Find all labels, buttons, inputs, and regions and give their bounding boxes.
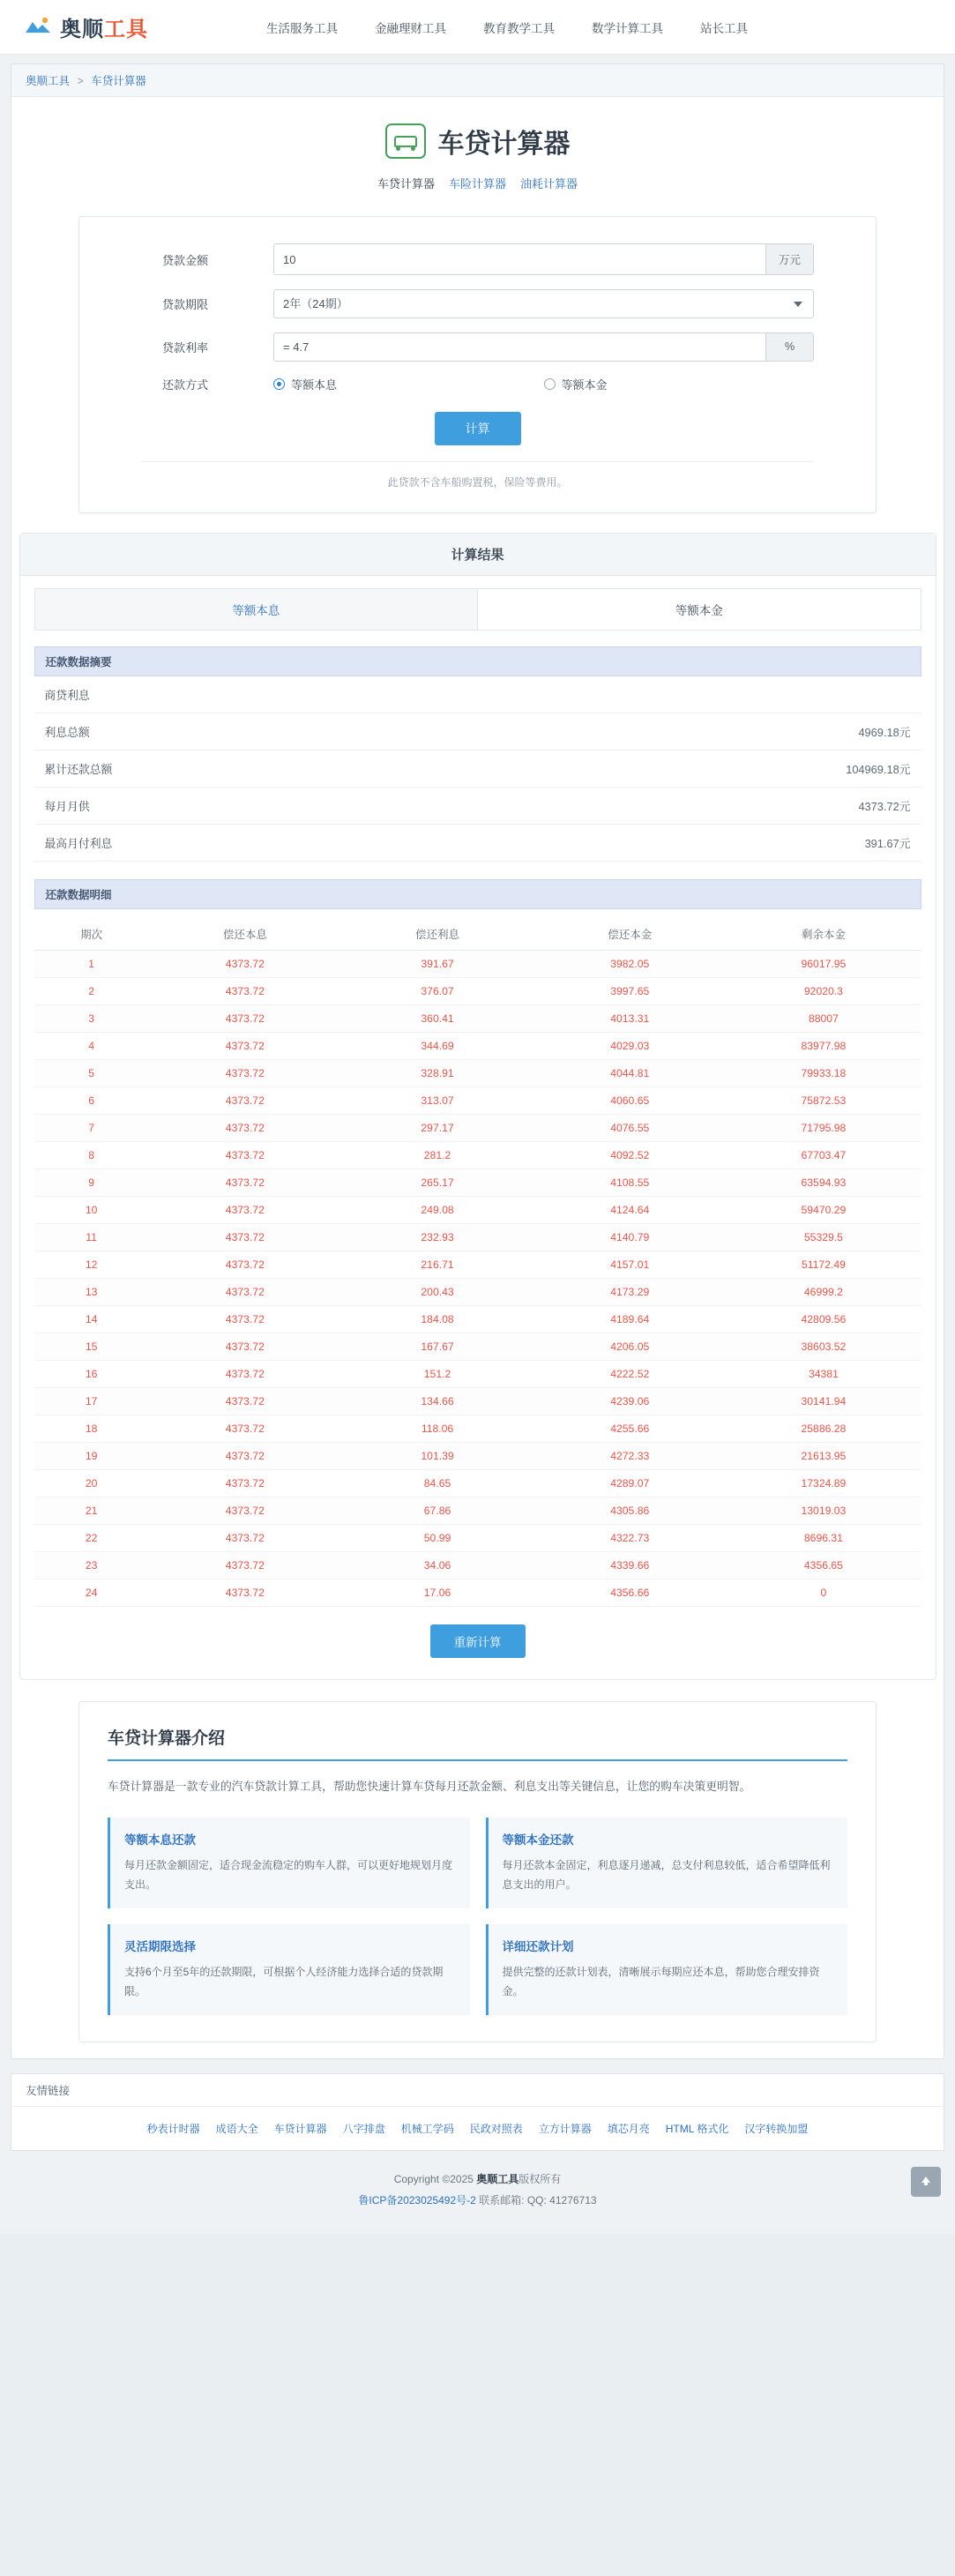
cell-principal: 3997.65 [533, 978, 726, 1005]
cell-remaining: 4356.65 [726, 1552, 921, 1579]
form-row-term [141, 289, 814, 318]
tab-car-insurance[interactable]: 车险计算器 [448, 177, 506, 190]
form-row-rate [141, 332, 814, 362]
table-row [34, 1415, 921, 1443]
cell-principal: 4044.81 [533, 1060, 726, 1087]
table-header-row [34, 918, 921, 951]
col-total-payment: 偿还本息 [149, 918, 341, 951]
intro-card [78, 1701, 877, 2042]
cell-interest: 391.67 [341, 951, 533, 978]
cell-principal: 4092.52 [533, 1142, 726, 1169]
cell-interest: 101.39 [341, 1443, 533, 1470]
cell-total-payment: 4373.72 [149, 1169, 341, 1197]
radio-equal-installment-icon[interactable] [273, 378, 285, 390]
site-footer [0, 2151, 955, 2234]
nav-item-education[interactable]: 教育教学工具 [483, 21, 555, 35]
cell-remaining: 67703.47 [726, 1142, 921, 1169]
cell-total-payment: 4373.72 [149, 1033, 341, 1060]
cell-principal: 4076.55 [533, 1115, 726, 1142]
car-icon [385, 123, 426, 159]
cell-interest: 249.08 [341, 1197, 533, 1224]
cell-principal: 4108.55 [533, 1169, 726, 1197]
cell-remaining: 71795.98 [726, 1115, 921, 1142]
table-row [34, 1306, 921, 1333]
nav-item-webmaster[interactable]: 站长工具 [700, 21, 748, 35]
cell-total-payment: 4373.72 [149, 1224, 341, 1251]
feature-title: 详细还款计划 [502, 1939, 574, 1953]
copyright-site: 奥顺工具 [476, 2173, 519, 2186]
cell-interest: 84.65 [341, 1470, 533, 1497]
cell-total-payment: 4373.72 [149, 1115, 341, 1142]
cell-total-payment: 4373.72 [149, 1306, 341, 1333]
table-row [34, 1388, 921, 1415]
cell-period: 22 [34, 1525, 149, 1552]
cell-remaining: 30141.94 [726, 1388, 921, 1415]
feature-card [486, 1924, 848, 2015]
cell-principal: 4124.64 [533, 1197, 726, 1224]
cell-interest: 67.86 [341, 1497, 533, 1525]
cell-remaining: 46999.2 [726, 1279, 921, 1306]
feature-text: 提供完整的还款计划表，清晰展示每期应还本息，帮助您合理安排资金。 [502, 1965, 820, 1998]
table-row [34, 1333, 921, 1361]
cell-interest: 134.66 [341, 1388, 533, 1415]
contact-info: 联系邮箱: QQ: 41276713 [479, 2194, 597, 2207]
summary-list [34, 676, 921, 862]
intro-paragraph: 车贷计算器是一款专业的汽车贷款计算工具，帮助您快速计算车贷每月还款金额、利息支出等关键信息，让您的购车决策更明智。 [108, 1780, 751, 1793]
cell-principal: 4206.05 [533, 1333, 726, 1361]
loan-term-select-wrap[interactable] [273, 289, 814, 318]
main-nav [266, 19, 748, 36]
cell-principal: 3982.05 [533, 951, 726, 978]
cell-remaining: 25886.28 [726, 1415, 921, 1443]
cell-period: 20 [34, 1470, 149, 1497]
loan-rate-group [273, 332, 814, 362]
form-row-amount [141, 243, 814, 275]
detail-section-title: 还款数据明细 [34, 879, 921, 909]
result-tabs [20, 576, 936, 631]
cell-period: 4 [34, 1033, 149, 1060]
copyright-line [0, 2169, 955, 2190]
cell-period: 19 [34, 1443, 149, 1470]
table-row [34, 1552, 921, 1579]
cell-total-payment: 4373.72 [149, 1525, 341, 1552]
friend-links-panel [11, 2073, 944, 2151]
cell-principal: 4189.64 [533, 1306, 726, 1333]
summary-row [34, 825, 921, 862]
loan-amount-label: 贷款金额 [162, 253, 209, 267]
cell-total-payment: 4373.72 [149, 1142, 341, 1169]
col-remaining: 剩余本金 [726, 918, 921, 951]
table-row [34, 951, 921, 978]
cell-period: 14 [34, 1306, 149, 1333]
nav-item-life[interactable]: 生活服务工具 [266, 21, 338, 35]
summary-value: 104969.18元 [846, 763, 911, 776]
feature-text: 支持6个月至5年的还款期限，可根据个人经济能力选择合适的贷款期限。 [124, 1965, 444, 1998]
cell-principal: 4339.66 [533, 1552, 726, 1579]
cell-interest: 265.17 [341, 1169, 533, 1197]
loan-amount-input[interactable] [274, 244, 765, 274]
cell-period: 6 [34, 1087, 149, 1115]
radio-equal-principal[interactable] [544, 376, 608, 392]
friend-links-list [11, 2107, 944, 2150]
friend-link[interactable]: 秒表计时器 [146, 2123, 200, 2136]
cell-period: 24 [34, 1579, 149, 1607]
table-row [34, 1279, 921, 1306]
cell-remaining: 96017.95 [726, 951, 921, 978]
feature-card [486, 1818, 848, 1908]
cell-interest: 376.07 [341, 978, 533, 1005]
cell-total-payment: 4373.72 [149, 951, 341, 978]
table-row [34, 1497, 921, 1525]
cell-principal: 4272.33 [533, 1443, 726, 1470]
back-to-top-button[interactable] [911, 2167, 941, 2197]
cell-period: 5 [34, 1060, 149, 1087]
table-row [34, 1087, 921, 1115]
friend-links-heading: 友情链接 [11, 2074, 944, 2107]
cell-period: 13 [34, 1279, 149, 1306]
feature-text: 每月还款金额固定，适合现金流稳定的购车人群，可以更好地规划月度支出。 [124, 1858, 453, 1891]
cell-principal: 4140.79 [533, 1224, 726, 1251]
tool-subnav [11, 175, 944, 191]
loan-term-select[interactable] [274, 290, 813, 317]
loan-amount-unit: 万元 [765, 244, 813, 274]
cell-principal: 4239.06 [533, 1388, 726, 1415]
loan-term-label: 贷款期限 [162, 298, 209, 311]
cell-period: 8 [34, 1142, 149, 1169]
cell-interest: 200.43 [341, 1279, 533, 1306]
cell-total-payment: 4373.72 [149, 1005, 341, 1033]
friend-link[interactable]: 民政对照表 [469, 2123, 523, 2136]
nav-item-finance[interactable]: 金融理财工具 [375, 21, 446, 35]
cell-remaining: 79933.18 [726, 1060, 921, 1087]
friend-link[interactable]: 填芯月亮 [607, 2123, 650, 2136]
friend-link[interactable]: 车贷计算器 [273, 2123, 327, 2136]
copyright-suffix: 版权所有 [519, 2173, 562, 2186]
cell-principal: 4305.86 [533, 1497, 726, 1525]
table-row [34, 1470, 921, 1497]
summary-label: 累计还款总额 [44, 763, 113, 776]
cell-principal: 4222.52 [533, 1361, 726, 1388]
cell-remaining: 0 [726, 1579, 921, 1607]
cell-period: 9 [34, 1169, 149, 1197]
cell-remaining: 21613.95 [726, 1443, 921, 1470]
summary-value: 4373.72元 [858, 800, 911, 813]
cell-principal: 4060.65 [533, 1087, 726, 1115]
feature-title: 等额本金还款 [502, 1833, 574, 1847]
cell-remaining: 55329.5 [726, 1224, 921, 1251]
radio-equal-installment-label: 等额本息 [291, 378, 338, 392]
intro-title: 车贷计算器介绍 [108, 1729, 226, 1748]
cell-interest: 34.06 [341, 1552, 533, 1579]
table-row [34, 1142, 921, 1169]
cell-remaining: 88007 [726, 1005, 921, 1033]
summary-value: 4969.18元 [858, 726, 911, 739]
cell-period: 11 [34, 1224, 149, 1251]
page-title: 车贷计算器 [437, 130, 571, 159]
form-note: 此贷款不含车船购置税，保险等费用。 [141, 461, 814, 489]
cell-period: 23 [34, 1552, 149, 1579]
cell-total-payment: 4373.72 [149, 1087, 341, 1115]
breadcrumb-separator: > [77, 75, 84, 87]
cell-remaining: 17324.89 [726, 1470, 921, 1497]
cell-total-payment: 4373.72 [149, 1333, 341, 1361]
repay-method-options [273, 376, 814, 392]
table-row [34, 1060, 921, 1087]
cell-remaining: 38603.52 [726, 1333, 921, 1361]
summary-row [34, 713, 921, 750]
form-row-repay-method [141, 376, 814, 392]
table-row [34, 1443, 921, 1470]
cell-interest: 232.93 [341, 1224, 533, 1251]
table-row [34, 1005, 921, 1033]
loan-rate-input[interactable] [274, 333, 765, 361]
table-row [34, 1525, 921, 1552]
cell-remaining: 13019.03 [726, 1497, 921, 1525]
summary-row [34, 788, 921, 825]
cell-period: 17 [34, 1388, 149, 1415]
summary-row [34, 676, 921, 713]
cell-principal: 4157.01 [533, 1251, 726, 1279]
cell-period: 15 [34, 1333, 149, 1361]
cell-interest: 328.91 [341, 1060, 533, 1087]
cell-interest: 344.69 [341, 1033, 533, 1060]
arrow-up-icon [920, 2175, 932, 2190]
friend-link[interactable]: HTML 格式化 [665, 2123, 729, 2136]
table-row [34, 1115, 921, 1142]
table-row [34, 1197, 921, 1224]
cell-period: 21 [34, 1497, 149, 1525]
cell-total-payment: 4373.72 [149, 1197, 341, 1224]
cell-interest: 281.2 [341, 1142, 533, 1169]
recalculate-row [20, 1607, 936, 1679]
site-header [0, 0, 955, 55]
cell-total-payment: 4373.72 [149, 1388, 341, 1415]
cell-remaining: 42809.56 [726, 1306, 921, 1333]
table-row [34, 1169, 921, 1197]
result-tab-equal-principal[interactable]: 等额本金 [477, 588, 921, 631]
loan-rate-unit: % [765, 333, 813, 361]
feature-text: 每月还款本金固定，利息逐月递减，总支付利息较低，适合希望降低利息支出的用户。 [502, 1858, 831, 1891]
cell-interest: 184.08 [341, 1306, 533, 1333]
cell-total-payment: 4373.72 [149, 1361, 341, 1388]
cell-interest: 118.06 [341, 1415, 533, 1443]
table-row [34, 1033, 921, 1060]
cell-remaining: 75872.53 [726, 1087, 921, 1115]
cell-interest: 151.2 [341, 1361, 533, 1388]
icp-line [0, 2190, 955, 2211]
copyright-prefix: Copyright ©2025 [393, 2173, 477, 2186]
logo-icon [23, 12, 53, 42]
cell-principal: 4322.73 [533, 1525, 726, 1552]
breadcrumb-current[interactable]: 车贷计算器 [91, 75, 146, 87]
col-period: 期次 [34, 918, 149, 951]
feature-grid [108, 1818, 847, 2016]
title-block [11, 97, 944, 197]
friend-link[interactable]: 汉字转换加盟 [744, 2123, 809, 2136]
cell-interest: 297.17 [341, 1115, 533, 1142]
calculate-button-row [141, 412, 814, 445]
loan-amount-group [273, 243, 814, 275]
friend-link[interactable]: 八字排盘 [342, 2123, 385, 2136]
friend-link[interactable]: 成语大全 [215, 2123, 258, 2136]
cell-total-payment: 4373.72 [149, 1552, 341, 1579]
cell-period: 16 [34, 1361, 149, 1388]
cell-period: 1 [34, 951, 149, 978]
cell-principal: 4356.66 [533, 1579, 726, 1607]
cell-total-payment: 4373.72 [149, 1470, 341, 1497]
summary-label: 每月月供 [44, 800, 90, 813]
feature-card [108, 1924, 470, 2015]
logo-text-primary: 奥顺 [60, 18, 104, 41]
nav-item-math[interactable]: 数学计算工具 [592, 21, 663, 35]
logo-text-accent: 工具 [104, 18, 148, 41]
table-row [34, 1361, 921, 1388]
cell-total-payment: 4373.72 [149, 1443, 341, 1470]
table-row [34, 1224, 921, 1251]
result-panel [19, 533, 936, 1680]
summary-value: 391.67元 [864, 837, 911, 850]
friend-link[interactable]: 机械工学码 [400, 2123, 454, 2136]
intro-divider [108, 1759, 847, 1761]
cell-interest: 17.06 [341, 1579, 533, 1607]
summary-row [34, 750, 921, 788]
cell-principal: 4173.29 [533, 1279, 726, 1306]
cell-total-payment: 4373.72 [149, 1415, 341, 1443]
friend-link[interactable]: 立方计算器 [538, 2123, 592, 2136]
cell-period: 12 [34, 1251, 149, 1279]
cell-total-payment: 4373.72 [149, 1579, 341, 1607]
radio-equal-principal-label: 等额本金 [561, 378, 608, 392]
table-row [34, 1251, 921, 1279]
cell-total-payment: 4373.72 [149, 1279, 341, 1306]
feature-title: 等额本息还款 [124, 1833, 196, 1847]
cell-interest: 167.67 [341, 1333, 533, 1361]
cell-interest: 360.41 [341, 1005, 533, 1033]
breadcrumb-home[interactable]: 奥顺工具 [26, 75, 71, 87]
cell-remaining: 34381 [726, 1361, 921, 1388]
cell-period: 7 [34, 1115, 149, 1142]
feature-card [108, 1818, 470, 1908]
radio-equal-principal-icon[interactable] [544, 378, 556, 390]
cell-period: 18 [34, 1415, 149, 1443]
cell-interest: 313.07 [341, 1087, 533, 1115]
cell-principal: 4255.66 [533, 1415, 726, 1443]
radio-equal-installment[interactable] [273, 376, 544, 392]
summary-label: 商贷利息 [44, 689, 90, 702]
cell-total-payment: 4373.72 [149, 1060, 341, 1087]
summary-section-title: 还款数据摘要 [34, 646, 921, 676]
repay-method-label: 还款方式 [162, 378, 209, 392]
cell-period: 10 [34, 1197, 149, 1224]
title-row [11, 122, 944, 161]
summary-label: 利息总额 [44, 726, 90, 739]
recalculate-button[interactable]: 重新计算 [430, 1624, 526, 1658]
cell-remaining: 83977.98 [726, 1033, 921, 1060]
cell-total-payment: 4373.72 [149, 978, 341, 1005]
site-logo[interactable] [23, 11, 226, 42]
tab-fuel-consumption[interactable]: 油耗计算器 [520, 177, 578, 190]
loan-rate-label: 贷款利率 [162, 341, 209, 355]
col-interest: 偿还利息 [341, 918, 533, 951]
cell-principal: 4013.31 [533, 1005, 726, 1033]
table-row [34, 978, 921, 1005]
cell-remaining: 51172.49 [726, 1251, 921, 1279]
content-container [11, 63, 944, 2059]
table-body [34, 951, 921, 1607]
table-row [34, 1579, 921, 1607]
summary-label: 最高月付利息 [44, 837, 113, 850]
repayment-schedule-table [34, 918, 921, 1607]
cell-period: 2 [34, 978, 149, 1005]
cell-remaining: 63594.93 [726, 1169, 921, 1197]
table-head [34, 918, 921, 951]
cell-remaining: 92020.3 [726, 978, 921, 1005]
col-principal: 偿还本金 [533, 918, 726, 951]
cell-total-payment: 4373.72 [149, 1497, 341, 1525]
breadcrumb [11, 64, 944, 97]
cell-interest: 216.71 [341, 1251, 533, 1279]
cell-principal: 4029.03 [533, 1033, 726, 1060]
cell-principal: 4289.07 [533, 1470, 726, 1497]
cell-remaining: 8696.31 [726, 1525, 921, 1552]
logo-text [60, 11, 148, 42]
calculate-button[interactable]: 计算 [435, 412, 521, 445]
cell-period: 3 [34, 1005, 149, 1033]
result-heading: 计算结果 [20, 534, 936, 576]
result-tab-equal-installment[interactable]: 等额本息 [34, 588, 478, 631]
feature-title: 灵活期限选择 [124, 1939, 196, 1953]
calculator-form-card [78, 216, 877, 513]
cell-total-payment: 4373.72 [149, 1251, 341, 1279]
cell-remaining: 59470.29 [726, 1197, 921, 1224]
icp-link[interactable]: 鲁ICP备2023025492号-2 [358, 2194, 476, 2207]
tab-car-loan[interactable]: 车贷计算器 [377, 177, 435, 190]
cell-interest: 50.99 [341, 1525, 533, 1552]
